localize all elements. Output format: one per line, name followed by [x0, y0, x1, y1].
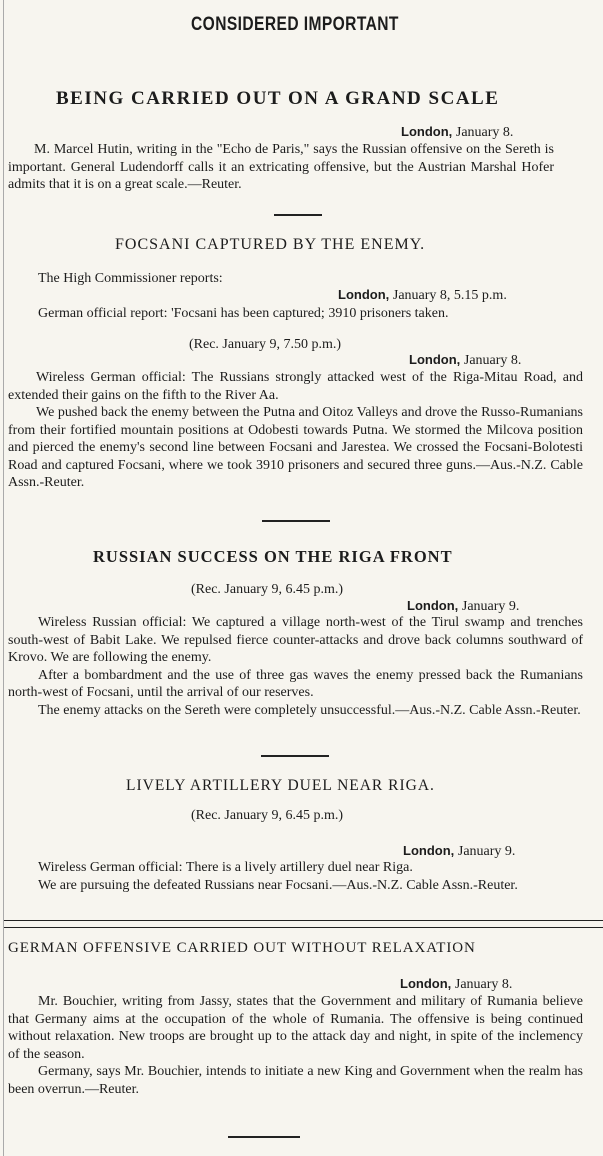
- dateline: [409, 352, 521, 369]
- article-paragraph: Germany, says Mr. Bouchier, intends to initiate a new King and Government when the realm has been overrun.—Reuter.: [8, 1064, 583, 1097]
- dateline: [338, 287, 507, 304]
- article-body: [8, 993, 583, 1098]
- dateline-date: January 8, 5.15 p.m.: [392, 288, 507, 303]
- headline-german-offensive: GERMAN OFFENSIVE CARRIED OUT WITHOUT RELAXATION: [8, 940, 476, 956]
- article-paragraph: M. Marcel Hutin, writing in the "Echo de Paris," says the Russian offensive on the Sereth is important. General Ludendorff calls it an extricating offensive, but the Austrian Marshal Hofer admits that it is on a great scale.—Reuter.: [8, 142, 554, 192]
- headline-grand-scale: BEING CARRIED OUT ON A GRAND SCALE: [56, 88, 500, 109]
- dateline-date: January 8.: [455, 125, 514, 140]
- dateline-city: London,: [401, 124, 453, 139]
- headline-riga-front: RUSSIAN SUCCESS ON THE RIGA FRONT: [93, 547, 453, 566]
- article-body: [8, 614, 583, 719]
- dateline-city: London,: [407, 598, 459, 613]
- dateline: [400, 976, 512, 993]
- received-note: (Rec. January 9, 6.45 p.m.): [191, 808, 344, 823]
- dateline-city: London,: [409, 352, 461, 367]
- page-title: CONSIDERED IMPORTANT: [191, 14, 399, 35]
- received-note: (Rec. January 9, 7.50 p.m.): [189, 337, 342, 352]
- article-paragraph: Mr. Bouchier, writing from Jassy, states that the Government and military of Rumania believe that Germany aims at the occupation of the whole of Rumania. The offensive is being continued without relaxation. New troops are brought up to the attack day and night, in spite of the inclemency of the season.: [8, 994, 583, 1062]
- dateline: [401, 124, 513, 141]
- dateline-date: January 8.: [454, 977, 513, 992]
- dateline-city: London,: [338, 287, 390, 302]
- separator-rule: [262, 520, 330, 522]
- separator-rule: [261, 755, 329, 757]
- dateline-city: London,: [400, 976, 452, 991]
- headline-focsani-captured: FOCSANI CAPTURED BY THE ENEMY.: [115, 236, 426, 253]
- separator-rule: [228, 1136, 300, 1138]
- article-paragraph: We are pursuing the defeated Russians near Focsani.—Aus.-N.Z. Cable Assn.-Reuter.: [38, 877, 518, 893]
- dateline-date: January 9.: [457, 844, 516, 859]
- article-paragraph: After a bombardment and the use of three gas waves the enemy pressed back the Rumanians north-west of Focsani, until the arrival of our reserves.: [8, 667, 583, 700]
- article-paragraph: The enemy attacks on the Sereth were completely unsuccessful.—Aus.-N.Z. Cable Assn.-Reuter.: [38, 702, 581, 718]
- received-note: (Rec. January 9, 6.45 p.m.): [191, 582, 344, 597]
- article-paragraph: Wireless Russian official: We captured a village north-west of the Tirul swamp and trenches south-west of Babit Lake. We repulsed fierce counter-attacks and drove back columns southward of Krovo. We are following the enemy.: [8, 615, 583, 665]
- article-body: [8, 859, 583, 894]
- dateline: [403, 843, 515, 860]
- article-paragraph: Wireless German official: The Russians strongly attacked west of the Riga-Mitau Road, and extended their gains on the fifth to the River Aa.: [8, 370, 583, 403]
- dateline-city: London,: [403, 843, 455, 858]
- article-paragraph: Wireless German official: There is a lively artillery duel near Riga.: [38, 860, 413, 875]
- headline-artillery-duel: LIVELY ARTILLERY DUEL NEAR RIGA.: [126, 777, 435, 794]
- double-rule-divider: [4, 920, 603, 928]
- article-paragraph: We pushed back the enemy between the Putna and Oitoz Valleys and drove the Russo-Rumanians from their fortified mountain positions at Odobesti towards Putna. We stormed the Milcova position and pierced the enemy's second line between Focsani and Jarestea. We crossed the Focsani-Bolotesti Road and captured Focsani, where we took 3910 prisoners and secured three guns.—Aus.-N.Z. Cable Assn.-Reuter.: [8, 405, 583, 490]
- separator-rule: [274, 214, 322, 216]
- dateline-date: January 9.: [461, 599, 520, 614]
- page-edge: [3, 0, 4, 1156]
- article-body: [8, 369, 583, 492]
- article-intro: The High Commissioner reports:: [38, 271, 223, 286]
- dateline: [407, 598, 519, 615]
- article-paragraph: German official report: 'Focsani has been captured; 3910 prisoners taken.: [38, 306, 449, 321]
- dateline-date: January 8.: [463, 353, 522, 368]
